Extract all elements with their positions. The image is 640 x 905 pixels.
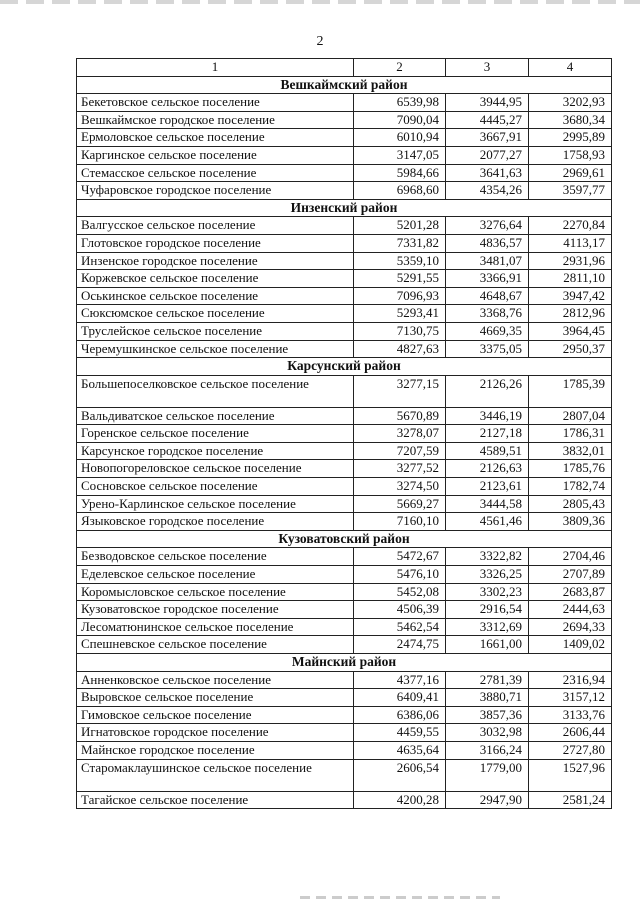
district-row xyxy=(77,199,612,217)
table-row xyxy=(77,724,612,742)
value-col-3-cell: 3481,07 xyxy=(446,252,529,270)
table-row xyxy=(77,495,612,513)
settlement-name-cell: Труслейское сельское поселение xyxy=(77,322,354,340)
value-col-4-cell: 2807,04 xyxy=(529,407,612,425)
value-col-4-cell: 1785,76 xyxy=(529,460,612,478)
settlement-name-cell: Валгусское сельское поселение xyxy=(77,217,354,235)
value-col-4-cell: 2811,10 xyxy=(529,270,612,288)
value-col-4-cell: 2683,87 xyxy=(529,583,612,601)
table-row xyxy=(77,741,612,759)
value-col-2-cell: 6386,06 xyxy=(354,706,446,724)
table-row xyxy=(77,129,612,147)
settlement-name-cell: Старомаклаушинское сельское поселение xyxy=(77,759,354,791)
value-col-2-cell: 6010,94 xyxy=(354,129,446,147)
table-row xyxy=(77,164,612,182)
settlement-name-cell: Вешкаймское городское поселение xyxy=(77,111,354,129)
value-col-2-cell: 5670,89 xyxy=(354,407,446,425)
value-col-2-cell: 5359,10 xyxy=(354,252,446,270)
value-col-2-cell: 4200,28 xyxy=(354,791,446,809)
value-col-3-cell: 3446,19 xyxy=(446,407,529,425)
settlement-name-cell: Игнатовское городское поселение xyxy=(77,724,354,742)
value-col-2-cell: 7090,04 xyxy=(354,111,446,129)
table-row xyxy=(77,322,612,340)
value-col-2-cell: 5669,27 xyxy=(354,495,446,513)
value-col-4-cell: 2270,84 xyxy=(529,217,612,235)
value-col-2-cell: 6968,60 xyxy=(354,182,446,200)
value-col-2-cell: 3278,07 xyxy=(354,425,446,443)
table-row xyxy=(77,94,612,112)
value-col-4-cell: 2727,80 xyxy=(529,741,612,759)
settlement-name-cell: Горенское сельское поселение xyxy=(77,425,354,443)
table-row xyxy=(77,305,612,323)
table-row xyxy=(77,618,612,636)
table-row xyxy=(77,425,612,443)
table-row xyxy=(77,791,612,809)
value-col-2-cell: 6539,98 xyxy=(354,94,446,112)
table-row xyxy=(77,583,612,601)
value-col-3-cell: 3276,64 xyxy=(446,217,529,235)
value-col-3-cell: 3375,05 xyxy=(446,340,529,358)
value-col-4-cell: 2950,37 xyxy=(529,340,612,358)
value-col-2-cell: 4635,64 xyxy=(354,741,446,759)
settlement-name-cell: Сосновское сельское поселение xyxy=(77,478,354,496)
value-col-4-cell: 2606,44 xyxy=(529,724,612,742)
table-row xyxy=(77,111,612,129)
table-row xyxy=(77,252,612,270)
value-col-2-cell: 7096,93 xyxy=(354,287,446,305)
value-col-2-cell: 5476,10 xyxy=(354,566,446,584)
table-row xyxy=(77,478,612,496)
value-col-2-cell: 5452,08 xyxy=(354,583,446,601)
table-row xyxy=(77,146,612,164)
value-col-2-cell: 5472,67 xyxy=(354,548,446,566)
settlement-name-cell: Ермоловское сельское поселение xyxy=(77,129,354,147)
district-name: Кузоватовский район xyxy=(77,530,612,548)
table-row xyxy=(77,460,612,478)
settlement-name-cell: Языковское городское поселение xyxy=(77,513,354,531)
settlement-name-cell: Бекетовское сельское поселение xyxy=(77,94,354,112)
table-row xyxy=(77,636,612,654)
value-col-3-cell: 4648,67 xyxy=(446,287,529,305)
settlement-name-cell: Глотовское городское поселение xyxy=(77,234,354,252)
value-col-4-cell: 2316,94 xyxy=(529,671,612,689)
value-col-3-cell: 3032,98 xyxy=(446,724,529,742)
scan-top-edge xyxy=(0,0,640,4)
settlement-name-cell: Урено-Карлинское сельское поселение xyxy=(77,495,354,513)
table-header-row xyxy=(77,59,612,77)
value-col-4-cell: 3947,42 xyxy=(529,287,612,305)
settlement-name-cell: Анненковское сельское поселение xyxy=(77,671,354,689)
value-col-2-cell: 2606,54 xyxy=(354,759,446,791)
value-col-4-cell: 2812,96 xyxy=(529,305,612,323)
settlement-name-cell: Чуфаровское городское поселение xyxy=(77,182,354,200)
table-row xyxy=(77,513,612,531)
value-col-2-cell: 3277,52 xyxy=(354,460,446,478)
value-col-4-cell: 2931,96 xyxy=(529,252,612,270)
scan-bottom-edge xyxy=(300,896,500,899)
header-col-1: 1 xyxy=(77,59,354,77)
page-number: 2 xyxy=(316,34,324,49)
district-row xyxy=(77,654,612,672)
value-col-3-cell: 4445,27 xyxy=(446,111,529,129)
value-col-4-cell: 3680,34 xyxy=(529,111,612,129)
settlement-name-cell: Инзенское городское поселение xyxy=(77,252,354,270)
table-row xyxy=(77,340,612,358)
settlement-name-cell: Выровское сельское поселение xyxy=(77,689,354,707)
value-col-4-cell: 3964,45 xyxy=(529,322,612,340)
settlement-name-cell: Коромысловское сельское поселение xyxy=(77,583,354,601)
value-col-2-cell: 4827,63 xyxy=(354,340,446,358)
settlement-name-cell: Еделевское сельское поселение xyxy=(77,566,354,584)
value-col-3-cell: 3166,24 xyxy=(446,741,529,759)
value-col-3-cell: 2077,27 xyxy=(446,146,529,164)
value-col-4-cell: 1758,93 xyxy=(529,146,612,164)
value-col-3-cell: 4589,51 xyxy=(446,442,529,460)
table-row xyxy=(77,442,612,460)
value-col-4-cell: 3157,12 xyxy=(529,689,612,707)
value-col-4-cell: 2581,24 xyxy=(529,791,612,809)
value-col-3-cell: 3641,63 xyxy=(446,164,529,182)
value-col-3-cell: 1661,00 xyxy=(446,636,529,654)
value-col-4-cell: 2694,33 xyxy=(529,618,612,636)
value-col-4-cell: 1782,74 xyxy=(529,478,612,496)
table-row xyxy=(77,671,612,689)
settlement-name-cell: Спешневское сельское поселение xyxy=(77,636,354,654)
settlement-name-cell: Карсунское городское поселение xyxy=(77,442,354,460)
value-col-2-cell: 3277,15 xyxy=(354,375,446,407)
district-name: Вешкаймский район xyxy=(77,76,612,94)
value-col-3-cell: 2947,90 xyxy=(446,791,529,809)
value-col-3-cell: 2123,61 xyxy=(446,478,529,496)
value-col-3-cell: 2126,63 xyxy=(446,460,529,478)
table-row xyxy=(77,566,612,584)
value-col-2-cell: 3274,50 xyxy=(354,478,446,496)
district-row xyxy=(77,530,612,548)
value-col-3-cell: 3302,23 xyxy=(446,583,529,601)
value-col-2-cell: 4377,16 xyxy=(354,671,446,689)
value-col-3-cell: 2126,26 xyxy=(446,375,529,407)
value-col-4-cell: 3832,01 xyxy=(529,442,612,460)
table-row xyxy=(77,759,612,791)
header-col-3: 3 xyxy=(446,59,529,77)
value-col-3-cell: 3857,36 xyxy=(446,706,529,724)
value-col-2-cell: 5201,28 xyxy=(354,217,446,235)
table-row xyxy=(77,217,612,235)
value-col-3-cell: 4669,35 xyxy=(446,322,529,340)
district-row xyxy=(77,76,612,94)
table-row xyxy=(77,706,612,724)
table-row xyxy=(77,689,612,707)
settlement-name-cell: Черемушкинское сельское поселение xyxy=(77,340,354,358)
value-col-4-cell: 2707,89 xyxy=(529,566,612,584)
table-row xyxy=(77,234,612,252)
value-col-3-cell: 4836,57 xyxy=(446,234,529,252)
district-row xyxy=(77,358,612,376)
value-col-4-cell: 2704,46 xyxy=(529,548,612,566)
value-col-3-cell: 4354,26 xyxy=(446,182,529,200)
header-col-4: 4 xyxy=(529,59,612,77)
value-col-2-cell: 7207,59 xyxy=(354,442,446,460)
value-col-2-cell: 5462,54 xyxy=(354,618,446,636)
value-col-4-cell: 2444,63 xyxy=(529,601,612,619)
value-col-3-cell: 2127,18 xyxy=(446,425,529,443)
value-col-2-cell: 6409,41 xyxy=(354,689,446,707)
value-col-4-cell: 1409,02 xyxy=(529,636,612,654)
settlement-name-cell: Безводовское сельское поселение xyxy=(77,548,354,566)
table-body xyxy=(77,59,612,809)
settlement-name-cell: Вальдиватское сельское поселение xyxy=(77,407,354,425)
value-col-4-cell: 1786,31 xyxy=(529,425,612,443)
settlement-name-cell: Большепоселковское сельское поселение xyxy=(77,375,354,407)
value-col-2-cell: 7130,75 xyxy=(354,322,446,340)
value-col-4-cell: 1527,96 xyxy=(529,759,612,791)
value-col-3-cell: 3368,76 xyxy=(446,305,529,323)
value-col-3-cell: 3667,91 xyxy=(446,129,529,147)
value-col-3-cell: 3444,58 xyxy=(446,495,529,513)
value-col-3-cell: 2781,39 xyxy=(446,671,529,689)
value-col-2-cell: 4459,55 xyxy=(354,724,446,742)
table-row xyxy=(77,375,612,407)
value-col-4-cell: 2969,61 xyxy=(529,164,612,182)
value-col-2-cell: 5291,55 xyxy=(354,270,446,288)
settlement-name-cell: Стемасское сельское поселение xyxy=(77,164,354,182)
value-col-2-cell: 7331,82 xyxy=(354,234,446,252)
settlement-name-cell: Лесоматюнинское сельское поселение xyxy=(77,618,354,636)
value-col-3-cell: 3326,25 xyxy=(446,566,529,584)
table-row xyxy=(77,287,612,305)
value-col-4-cell: 2995,89 xyxy=(529,129,612,147)
value-col-3-cell: 3322,82 xyxy=(446,548,529,566)
settlement-name-cell: Кузоватовское городское поселение xyxy=(77,601,354,619)
value-col-2-cell: 5984,66 xyxy=(354,164,446,182)
settlement-name-cell: Тагайское сельское поселение xyxy=(77,791,354,809)
district-name: Инзенский район xyxy=(77,199,612,217)
table-row xyxy=(77,548,612,566)
value-col-2-cell: 2474,75 xyxy=(354,636,446,654)
value-col-3-cell: 1779,00 xyxy=(446,759,529,791)
settlement-name-cell: Сюксюмское сельское поселение xyxy=(77,305,354,323)
value-col-4-cell: 2805,43 xyxy=(529,495,612,513)
settlement-name-cell: Коржевское сельское поселение xyxy=(77,270,354,288)
value-col-2-cell: 5293,41 xyxy=(354,305,446,323)
value-col-4-cell: 3133,76 xyxy=(529,706,612,724)
value-col-4-cell: 3809,36 xyxy=(529,513,612,531)
value-col-2-cell: 4506,39 xyxy=(354,601,446,619)
settlement-name-cell: Каргинское сельское поселение xyxy=(77,146,354,164)
table-row xyxy=(77,182,612,200)
value-col-3-cell: 2916,54 xyxy=(446,601,529,619)
settlements-table xyxy=(76,58,612,809)
value-col-4-cell: 3202,93 xyxy=(529,94,612,112)
table-row xyxy=(77,601,612,619)
value-col-3-cell: 3880,71 xyxy=(446,689,529,707)
settlement-name-cell: Майнское городское поселение xyxy=(77,741,354,759)
value-col-3-cell: 3944,95 xyxy=(446,94,529,112)
settlement-name-cell: Новопогореловское сельское поселение xyxy=(77,460,354,478)
value-col-3-cell: 3312,69 xyxy=(446,618,529,636)
header-col-2: 2 xyxy=(354,59,446,77)
settlement-name-cell: Гимовское сельское поселение xyxy=(77,706,354,724)
district-name: Майнский район xyxy=(77,654,612,672)
value-col-3-cell: 3366,91 xyxy=(446,270,529,288)
value-col-4-cell: 4113,17 xyxy=(529,234,612,252)
value-col-3-cell: 4561,46 xyxy=(446,513,529,531)
value-col-2-cell: 3147,05 xyxy=(354,146,446,164)
table-row xyxy=(77,407,612,425)
value-col-4-cell: 1785,39 xyxy=(529,375,612,407)
district-name: Карсунский район xyxy=(77,358,612,376)
settlement-name-cell: Оськинское сельское поселение xyxy=(77,287,354,305)
value-col-2-cell: 7160,10 xyxy=(354,513,446,531)
value-col-4-cell: 3597,77 xyxy=(529,182,612,200)
table-row xyxy=(77,270,612,288)
